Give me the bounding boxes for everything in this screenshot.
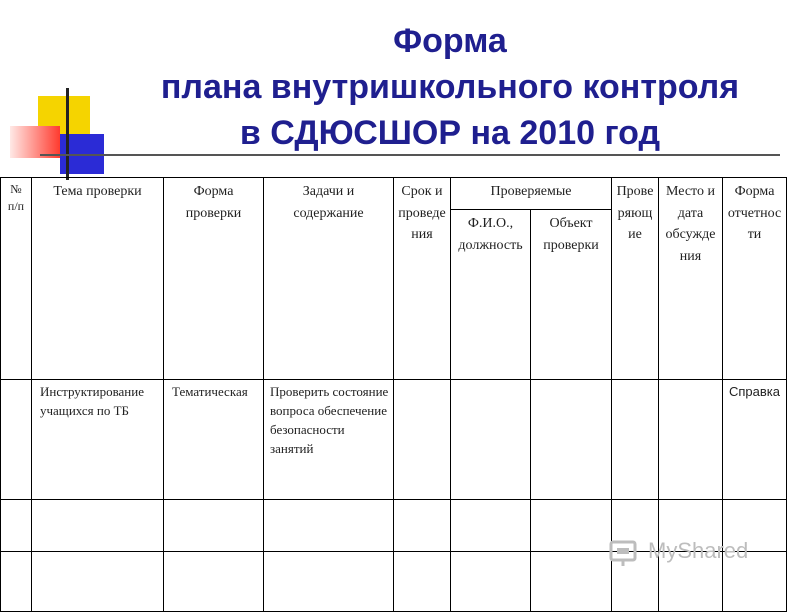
header-form: Форма проверки [164, 178, 264, 380]
header-period: Срок и проведения [394, 178, 451, 380]
empty-cell [451, 552, 531, 612]
empty-cell [164, 552, 264, 612]
empty-cell [1, 552, 32, 612]
header-checked-group: Проверяемые [451, 178, 612, 210]
cell-tasks: Проверить состояние вопроса обеспечение безопасности занятий [264, 380, 394, 500]
title-line-2: плана внутришкольного контроля [160, 68, 740, 106]
header-checked-object: Объект проверки [531, 210, 612, 380]
header-checked-person: Ф.И.О., должность [451, 210, 531, 380]
empty-cell [451, 500, 531, 552]
empty-cell [394, 500, 451, 552]
title-line-3: в СДЮСШОР на 2010 год [239, 114, 661, 152]
watermark [608, 538, 778, 568]
header-tasks: Задачи и содержание [264, 178, 394, 380]
empty-cell [32, 552, 164, 612]
cell-period [394, 380, 451, 500]
empty-cell [264, 552, 394, 612]
empty-cell [164, 500, 264, 552]
cell-discussion [659, 380, 723, 500]
decorative-vertical-line [66, 88, 69, 180]
watermark-text: MyShared [648, 538, 749, 563]
cell-inspectors [612, 380, 659, 500]
cell-form: Тематическая [164, 380, 264, 500]
table-row [1, 380, 787, 500]
cell-person [451, 380, 531, 500]
empty-cell [264, 500, 394, 552]
empty-cell [1, 500, 32, 552]
header-inspectors: Проверяющие [612, 178, 659, 380]
empty-cell [531, 552, 612, 612]
cell-object [531, 380, 612, 500]
header-discussion: Место и дата обсуждения [659, 178, 723, 380]
header-topic: Тема проверки [32, 178, 164, 380]
cell-topic: Инструктирование учащихся по ТБ [32, 380, 164, 500]
header-report-form: Форма отчетности [723, 178, 787, 380]
slide-title [110, 18, 790, 156]
myshared-logo-icon [608, 538, 642, 568]
empty-cell [531, 500, 612, 552]
header-num: № п/п [1, 178, 32, 380]
cell-report-form: Справка [723, 380, 787, 500]
cell-num [1, 380, 32, 500]
empty-cell [394, 552, 451, 612]
title-line-1: Форма [393, 22, 507, 60]
empty-cell [32, 500, 164, 552]
